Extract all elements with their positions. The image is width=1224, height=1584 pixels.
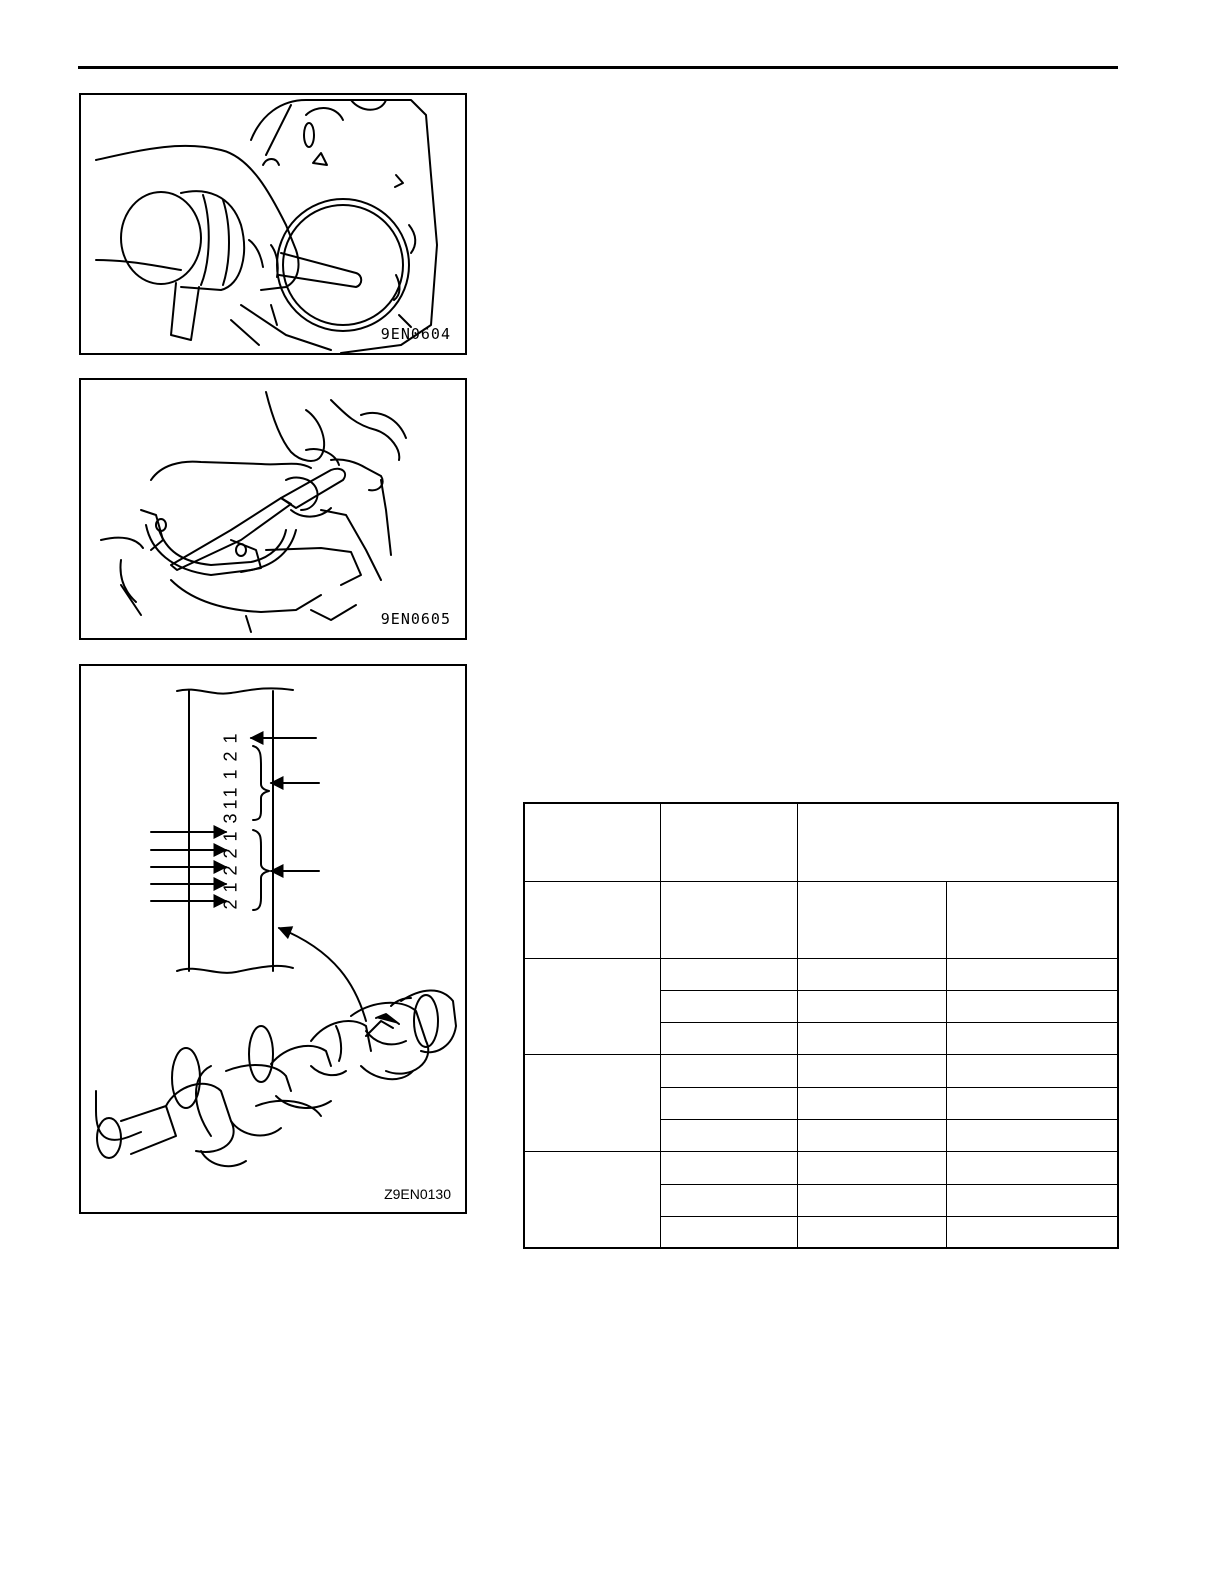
table-cell — [660, 958, 797, 990]
table-cell — [660, 1216, 797, 1248]
table-header-row — [524, 881, 1118, 958]
crankshaft-mark: 2 — [220, 848, 241, 859]
table-cell — [946, 1054, 1118, 1087]
crankshaft-mark: 1 — [220, 769, 241, 780]
table-cell — [797, 958, 946, 990]
table-cell — [946, 990, 1118, 1022]
figure-code: 9EN0605 — [380, 610, 451, 628]
table-cell — [660, 990, 797, 1022]
table-group-label — [524, 1151, 660, 1248]
table-header-cell — [524, 881, 660, 958]
table-cell — [946, 958, 1118, 990]
table-header-cell — [797, 803, 1118, 881]
figure-cylinder-hammer — [79, 93, 467, 355]
table-cell — [946, 1022, 1118, 1054]
table-cell — [660, 1184, 797, 1216]
crankshaft-mark: 1 — [220, 882, 241, 893]
crankshaft-mark: 1 — [220, 787, 241, 798]
header-rule — [78, 66, 1118, 69]
crankshaft-mark: 2 — [220, 899, 241, 910]
table-cell — [797, 1184, 946, 1216]
figure-crankshaft-marks — [79, 664, 467, 1214]
table-header-cell — [797, 881, 946, 958]
crankshaft-mark: 1 — [220, 831, 241, 842]
crankshaft-identification-marks-illustration — [81, 666, 467, 1214]
table-cell — [946, 1184, 1118, 1216]
screwdriver-on-bearing-cap-illustration — [81, 380, 467, 640]
figure-code: Z9EN0130 — [384, 1186, 451, 1202]
table-group-label — [524, 958, 660, 1054]
table-cell — [946, 1087, 1118, 1119]
table-cell — [660, 1087, 797, 1119]
crankshaft-mark: 2 — [220, 751, 241, 762]
table-cell — [797, 1054, 946, 1087]
table-cell — [946, 1119, 1118, 1151]
table-header-cell — [660, 803, 797, 881]
crankshaft-mark-group-top — [221, 726, 251, 796]
table-header-row — [524, 803, 1118, 881]
table-header-cell — [660, 881, 797, 958]
crankshaft-mark: 2 — [220, 865, 241, 876]
table-cell — [946, 1151, 1118, 1184]
table-row — [524, 1054, 1118, 1087]
table-cell — [797, 1151, 946, 1184]
table-cell — [660, 1119, 797, 1151]
table-row — [524, 1151, 1118, 1184]
table-group-label — [524, 1054, 660, 1151]
table-row — [524, 958, 1118, 990]
figure-bearing-screwdriver — [79, 378, 467, 640]
table-header-cell — [946, 881, 1118, 958]
spec-table — [523, 802, 1119, 1249]
hammer-on-cylinder-block-illustration — [81, 95, 467, 355]
table-cell — [797, 1119, 946, 1151]
table-header-cell — [524, 803, 660, 881]
table-cell — [797, 1087, 946, 1119]
table-cell — [797, 1216, 946, 1248]
table-cell — [660, 1151, 797, 1184]
table-cell — [946, 1216, 1118, 1248]
crankshaft-mark: 1 — [220, 799, 241, 810]
table-cell — [660, 1022, 797, 1054]
crankshaft-mark: 1 — [220, 733, 241, 744]
table-cell — [797, 1022, 946, 1054]
table-cell — [660, 1054, 797, 1087]
crankshaft-mark: 3 — [220, 813, 241, 824]
figure-code: 9EN0604 — [380, 325, 451, 343]
table-cell — [797, 990, 946, 1022]
